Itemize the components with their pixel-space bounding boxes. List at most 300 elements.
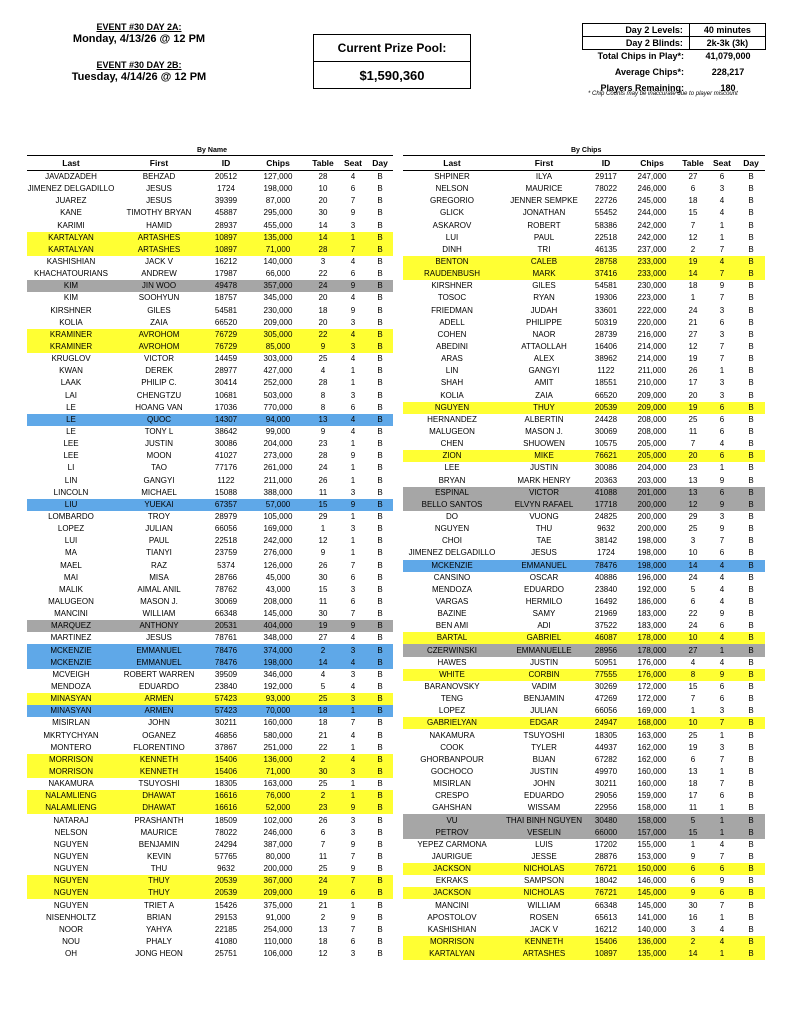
col-day: Day (367, 156, 393, 171)
last-name: KIM (27, 280, 115, 292)
table-number: 17 (688, 791, 698, 801)
table-row (27, 899, 393, 911)
player-id: 40886 (594, 572, 618, 582)
table-row (27, 450, 393, 462)
table-row (403, 912, 765, 924)
first-name: JIN WOO (115, 280, 203, 292)
table-row (403, 924, 765, 936)
prize-pool-label: Current Prize Pool: (337, 41, 447, 55)
last-name: MA (65, 548, 77, 558)
chip-count: 105,000 (263, 512, 293, 521)
table-number: 4 (320, 366, 326, 376)
day: B (737, 560, 765, 572)
table-number: 12 (688, 232, 698, 242)
table-row (27, 475, 393, 487)
chip-count: 145,000 (263, 609, 293, 619)
chip-count: 244,000 (637, 208, 667, 218)
day: B (377, 487, 383, 497)
day: B (737, 887, 765, 899)
player-id: 16406 (594, 342, 618, 352)
col-day: Day (737, 156, 765, 171)
player-id: 17718 (587, 499, 625, 511)
table-row (403, 572, 765, 584)
table-row (27, 183, 393, 195)
seat-number: 4 (350, 354, 356, 364)
first-name: RAZ (151, 560, 167, 570)
table-row (27, 414, 393, 426)
first-name: TIANYI (146, 548, 172, 558)
chip-count: 176,000 (637, 657, 667, 667)
first-name: SAMY (532, 609, 556, 619)
chip-count: 163,000 (263, 779, 293, 789)
player-id: 67357 (203, 499, 249, 511)
seat-number: 6 (719, 427, 725, 437)
first-name: JUSTIN (530, 657, 558, 667)
first-name: JOHN (533, 779, 555, 789)
day: B (748, 924, 754, 934)
first-name: DEREK (145, 366, 173, 376)
player-id: 57423 (203, 705, 249, 717)
day: B (367, 875, 393, 887)
day: B (377, 439, 383, 449)
header-row (403, 156, 765, 171)
chip-count: 233,000 (625, 268, 679, 280)
chip-count: 198,000 (637, 536, 667, 546)
last-name: LOPEZ (438, 706, 466, 716)
table-row (403, 220, 765, 232)
seat-number: 4 (350, 172, 356, 182)
day: B (748, 803, 754, 813)
table-row (27, 827, 393, 839)
last-name: ADELL (439, 317, 465, 327)
seat-number: 3 (350, 669, 356, 679)
seat-number: 3 (339, 766, 367, 778)
table-row (27, 839, 393, 851)
day: B (367, 232, 393, 244)
first-name: AVROHOM (115, 341, 203, 353)
chip-count: 295,000 (263, 208, 293, 218)
seat-number: 3 (350, 827, 356, 837)
first-name: ANDREW (141, 269, 177, 279)
last-name: NATARAJ (53, 815, 89, 825)
table-row (27, 547, 393, 559)
table-number: 10 (679, 717, 707, 729)
day: B (748, 754, 754, 764)
table-number: 25 (307, 693, 339, 705)
seat-number: 1 (350, 378, 356, 388)
seat-number: 4 (719, 208, 725, 218)
day: B (367, 766, 393, 778)
table-row (27, 256, 393, 268)
table-number: 11 (318, 596, 328, 606)
player-id: 39509 (214, 669, 238, 679)
chip-count: 169,000 (263, 524, 293, 534)
table-number: 2 (307, 790, 339, 802)
table-number: 27 (318, 633, 328, 643)
day: B (748, 232, 754, 242)
last-name: JAURIGUE (431, 851, 473, 861)
seat-number: 6 (339, 887, 367, 899)
last-name: KWAN (59, 366, 83, 376)
first-name: BIJAN (532, 754, 556, 764)
player-id: 30414 (214, 378, 238, 388)
seat-number: 9 (339, 802, 367, 814)
player-id: 1724 (217, 184, 235, 194)
chip-count: 201,000 (625, 487, 679, 499)
chip-count: 303,000 (263, 354, 293, 364)
table-number: 24 (688, 305, 698, 315)
player-id: 58386 (594, 220, 618, 230)
day: B (367, 620, 393, 632)
table-row (27, 705, 393, 717)
table-row (403, 729, 765, 741)
last-name: ASKAROV (432, 220, 472, 230)
last-name: MKRTYCHYAN (43, 730, 99, 740)
chip-count: 346,000 (263, 669, 293, 679)
first-name: WISSAM (527, 803, 561, 813)
day: B (367, 414, 393, 426)
last-name: MARQUEZ (27, 620, 115, 632)
first-name: EDGAR (501, 717, 587, 729)
table-row (403, 863, 765, 875)
first-name: THAI BINH NGUYEN (501, 814, 587, 826)
player-id: 76729 (203, 329, 249, 341)
table-row (27, 232, 393, 244)
last-name: NALAMLIENG (27, 790, 115, 802)
table-number: 20 (318, 317, 328, 327)
seat-number: 9 (719, 876, 725, 886)
chip-count: 387,000 (263, 839, 293, 849)
player-id: 1122 (597, 366, 615, 376)
table-row (27, 669, 393, 681)
chip-count: 209,000 (625, 402, 679, 414)
table-row (403, 256, 765, 268)
by-name-table (27, 155, 393, 960)
day: B (377, 900, 383, 910)
player-id: 44937 (594, 742, 618, 752)
chip-count: 172,000 (637, 681, 667, 691)
player-id: 10681 (214, 390, 238, 400)
chip-count: 157,000 (625, 827, 679, 839)
seat-number: 9 (339, 620, 367, 632)
last-name: NGUYEN (53, 851, 89, 861)
first-name: HOANG VAN (135, 402, 183, 412)
day: B (737, 450, 765, 462)
player-id: 16492 (594, 596, 618, 606)
table-row (27, 693, 393, 705)
seat-number: 7 (350, 560, 356, 570)
last-name: APOSTOLOV (427, 912, 477, 922)
first-name: JACK V (529, 924, 558, 934)
seat-number: 7 (719, 244, 725, 254)
last-name: NISENHOLTZ (45, 912, 97, 922)
first-name: JENNER SEMPKE (510, 196, 578, 206)
last-name: KARTALYAN (27, 244, 115, 256)
player-id: 29056 (594, 791, 618, 801)
player-id: 78476 (203, 657, 249, 669)
table-number: 18 (307, 705, 339, 717)
first-name: SHUOWEN (523, 439, 565, 449)
last-name: LAI (64, 390, 77, 400)
first-name: ILYA (535, 172, 553, 182)
seat-number: 1 (719, 463, 725, 473)
last-name: NELSON (54, 827, 88, 837)
table-number: 14 (679, 560, 707, 572)
chip-count: 345,000 (263, 293, 293, 303)
last-name: NGUYEN (53, 839, 89, 849)
last-name: MORRISON (27, 766, 115, 778)
chip-count: 135,000 (625, 948, 679, 960)
day: B (737, 948, 765, 960)
table-row (27, 305, 393, 317)
table-number: 24 (318, 463, 328, 473)
first-name: KEVIN (146, 851, 171, 861)
last-name: NALAMLIENG (27, 802, 115, 814)
table-number: 26 (688, 366, 698, 376)
last-name: TENG (440, 694, 464, 704)
day: B (737, 827, 765, 839)
table-number: 28 (318, 378, 328, 388)
first-name: TYLER (531, 742, 557, 752)
player-id: 19306 (594, 293, 618, 303)
seat-number: 1 (339, 705, 367, 717)
last-name: LI (67, 463, 75, 473)
day: B (377, 524, 383, 534)
chip-count: 126,000 (263, 560, 293, 570)
table-number: 9 (320, 427, 326, 437)
day: B (367, 887, 393, 899)
day: B (748, 512, 754, 521)
chip-count: 427,000 (263, 366, 293, 376)
table-row (27, 341, 393, 353)
seat-number: 4 (350, 633, 356, 643)
chip-count: 71,000 (249, 766, 307, 778)
player-id: 9632 (597, 524, 615, 534)
table-number: 18 (318, 936, 328, 946)
day: B (748, 548, 754, 558)
seat-number: 7 (339, 244, 367, 256)
player-id: 65613 (594, 912, 618, 922)
player-id: 78761 (214, 633, 238, 643)
first-name: ZAIA (535, 390, 553, 400)
chip-count: 192,000 (637, 584, 667, 594)
player-id: 1122 (217, 475, 235, 485)
table-row (403, 608, 765, 620)
first-name: ARTASHES (115, 244, 203, 256)
table-number: 23 (688, 463, 698, 473)
col-first: First (501, 156, 587, 171)
first-name: ARTASHES (115, 232, 203, 244)
player-id: 78476 (587, 560, 625, 572)
table-row (403, 717, 765, 729)
table-number: 20 (679, 450, 707, 462)
day: B (748, 584, 754, 594)
day: B (377, 718, 383, 728)
player-id: 15088 (214, 487, 238, 497)
table-number: 7 (690, 694, 696, 704)
player-id: 10897 (587, 948, 625, 960)
seat-number: 1 (350, 900, 356, 910)
stat-label: Total Chips in Play*: (597, 51, 684, 61)
player-id: 41080 (214, 936, 238, 946)
table-row (27, 584, 393, 596)
chip-count: 357,000 (249, 280, 307, 292)
table-number: 2 (679, 936, 707, 948)
first-name: BEHZAD (142, 172, 176, 182)
player-id: 15406 (203, 766, 249, 778)
last-name: BARTAL (403, 632, 501, 644)
seat-number: 3 (719, 184, 725, 194)
first-name: AMIT (534, 378, 554, 388)
last-name: KRAMINER (27, 341, 115, 353)
chip-count: 172,000 (637, 694, 667, 704)
table-number: 24 (307, 875, 339, 887)
chip-count: 183,000 (637, 621, 667, 631)
day: B (377, 390, 383, 400)
last-name: KARTALYAN (403, 948, 501, 960)
chip-count: 176,000 (625, 669, 679, 681)
table-number: 14 (679, 268, 707, 280)
chip-count: 214,000 (637, 342, 667, 352)
player-id: 20531 (203, 620, 249, 632)
day: B (748, 463, 754, 473)
seat-number: 6 (350, 596, 356, 606)
col-seat: Seat (707, 156, 737, 171)
day: B (737, 632, 765, 644)
table-row (403, 511, 765, 523)
table-number: 21 (318, 730, 328, 740)
last-name: SHAH (440, 378, 464, 388)
table-number: 28 (318, 172, 328, 182)
first-name: KENNETH (115, 754, 203, 766)
seat-number: 1 (719, 912, 725, 922)
table-number: 6 (679, 863, 707, 875)
table-row (27, 499, 393, 511)
seat-number: 6 (350, 269, 356, 279)
first-name: PHILIP C. (141, 378, 177, 388)
first-name: NAOR (532, 329, 556, 339)
first-name: OGANEZ (142, 730, 176, 740)
seat-number: 1 (350, 463, 356, 473)
table-row (27, 195, 393, 207)
seat-number: 4 (350, 681, 356, 691)
first-name: JONG HEON (135, 949, 183, 959)
chip-count: 140,000 (637, 924, 667, 934)
player-id: 23840 (594, 584, 618, 594)
chip-count: 110,000 (263, 936, 293, 946)
day: B (377, 609, 383, 619)
seat-number: 3 (719, 390, 725, 400)
table-row (403, 693, 765, 705)
seat-number: 6 (719, 548, 725, 558)
col-id: ID (587, 156, 625, 171)
first-name: GILES (532, 281, 556, 291)
player-id: 15426 (214, 900, 238, 910)
seat-number: 3 (339, 341, 367, 353)
seat-number: 7 (350, 718, 356, 728)
last-name: PETROV (403, 827, 501, 839)
player-id: 22518 (214, 536, 238, 546)
player-id: 20363 (594, 475, 618, 485)
last-name: RAUDENBUSH (403, 268, 501, 280)
player-id: 18042 (594, 876, 618, 886)
player-id: 25751 (214, 949, 238, 959)
col-first: First (115, 156, 203, 171)
seat-number: 3 (719, 742, 725, 752)
last-name: LE (66, 427, 76, 437)
chip-count: 209,000 (249, 887, 307, 899)
seat-number: 1 (719, 730, 725, 740)
first-name: AVROHOM (115, 329, 203, 341)
table-row (27, 657, 393, 669)
player-id: 66348 (594, 900, 618, 910)
day: B (748, 912, 754, 922)
first-name: THUY (115, 875, 203, 887)
seat-number: 6 (719, 172, 725, 182)
last-name: KASHISHIAN (427, 924, 477, 934)
day: B (377, 596, 383, 606)
player-id: 30086 (214, 439, 238, 449)
seat-number: 1 (707, 644, 737, 656)
player-id: 15406 (587, 936, 625, 948)
day: B (748, 572, 754, 582)
table-number: 17 (688, 378, 698, 388)
last-name: ABEDINI (435, 342, 468, 352)
last-name: MINASYAN (27, 693, 115, 705)
table-number: 11 (318, 487, 328, 497)
day: B (748, 766, 754, 776)
table-number: 22 (318, 269, 328, 279)
seat-number: 7 (350, 924, 356, 934)
seat-number: 9 (350, 839, 356, 849)
chip-count: 230,000 (637, 281, 667, 291)
day: B (748, 220, 754, 230)
seat-number: 4 (350, 293, 356, 303)
last-name: VU (403, 814, 501, 826)
table-row (403, 535, 765, 547)
table-number: 6 (690, 184, 696, 194)
seat-number: 6 (350, 936, 356, 946)
chip-count: 209,000 (637, 390, 667, 400)
player-id: 23840 (214, 681, 238, 691)
table-number: 22 (688, 609, 698, 619)
chip-count: 160,000 (637, 779, 667, 789)
table-number: 15 (688, 208, 698, 218)
chip-count: 503,000 (263, 390, 293, 400)
chip-count: 198,000 (637, 548, 667, 558)
table-row (27, 560, 393, 572)
player-id: 76721 (587, 887, 625, 899)
player-id: 18551 (594, 378, 618, 388)
table-number: 23 (318, 439, 328, 449)
chip-count: 43,000 (265, 584, 291, 594)
player-id: 16616 (203, 802, 249, 814)
first-name: MICHAEL (141, 487, 177, 497)
event-label: EVENT #30 DAY 2B: (96, 60, 182, 70)
seat-number: 9 (350, 305, 356, 315)
table-row (403, 657, 765, 669)
table-row (27, 365, 393, 377)
seat-number: 4 (719, 924, 725, 934)
chip-count: 237,000 (637, 244, 667, 254)
table-row (27, 207, 393, 219)
day: B (367, 244, 393, 256)
chip-count: 246,000 (263, 827, 293, 837)
day: B (367, 644, 393, 656)
player-id: 66056 (594, 706, 618, 716)
day: B (367, 790, 393, 802)
table-number: 15 (307, 499, 339, 511)
